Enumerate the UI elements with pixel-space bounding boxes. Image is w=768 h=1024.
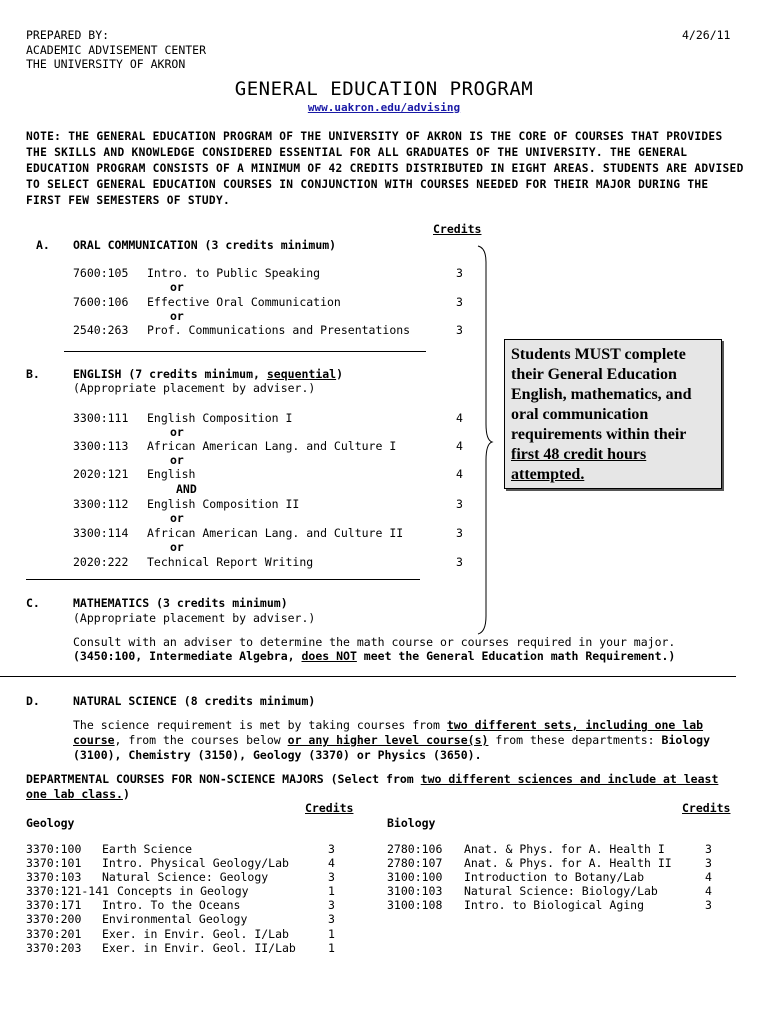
course-code: 3300:111 — [73, 411, 129, 425]
section-a-letter: A. — [36, 238, 50, 252]
course-credits: 1 — [328, 927, 335, 941]
course-name: Effective Oral Communication — [147, 295, 341, 309]
course-credits: 4 — [705, 870, 712, 884]
course-name: Intro. To the Oceans — [102, 898, 241, 912]
course-credits: 3 — [328, 898, 335, 912]
course-credits: 4 — [456, 467, 463, 481]
page-title: GENERAL EDUCATION PROGRAM — [234, 78, 534, 100]
section-divider — [64, 351, 426, 352]
course-credits: 3 — [456, 526, 463, 540]
course-code: 3300:113 — [73, 439, 129, 453]
and-connector: AND — [176, 482, 197, 496]
course-credits: 3 — [328, 870, 335, 884]
or-connector: or — [170, 280, 184, 294]
course-name: Anat. & Phys. for A. Health I — [464, 842, 665, 856]
course-code: 2780:106 — [387, 842, 443, 856]
geology-heading: Geology — [26, 816, 75, 830]
course-name: Environmental Geology — [102, 912, 248, 926]
or-connector: or — [170, 511, 184, 525]
course-name: Concepts in Geology — [117, 884, 249, 898]
section-c-letter: C. — [26, 596, 40, 610]
course-code: 7600:106 — [73, 295, 129, 309]
course-name: Anat. & Phys. for A. Health II — [464, 856, 672, 870]
course-code: 2540:263 — [73, 323, 129, 337]
course-name: Prof. Communications and Presentations — [147, 323, 411, 337]
section-b-letter: B. — [26, 367, 40, 381]
course-code: 3370:103 — [26, 870, 82, 884]
course-name: Exer. in Envir. Geol. I/Lab — [102, 927, 289, 941]
biology-credits-header: Credits — [682, 801, 731, 815]
course-credits: 3 — [456, 295, 463, 309]
math-consult-note: Consult with an adviser to determine the math course or courses required in your major. — [73, 635, 676, 649]
course-credits: 1 — [328, 884, 335, 898]
document-date: 4/26/11 — [682, 28, 731, 42]
section-d-title: NATURAL SCIENCE (8 credits minimum) — [73, 694, 316, 708]
course-credits: 3 — [705, 842, 712, 856]
program-note: NOTE: THE GENERAL EDUCATION PROGRAM OF THE UNIVERSITY OF AKRON IS THE CORE OF COURSES THAT PROVIDES THE SKILLS AND KNOWLEDGE CONSIDERED ESSENTIAL FOR ALL GRADUATES OF THE UNIVERSITY. THE GENERAL EDUCATION PROGRAM CONSISTS OF A MINIMUM OF 42 CREDITS DISTRIBUTED IN EIGHT AREAS. STUDENTS ARE ADVISED TO SELECT GENERAL EDUCATION COURSES IN CONJUNCTION WITH COURSES NEEDED FOR THEIR MAJOR DURING THE FIRST FEW SEMESTERS OF STUDY. — [26, 130, 744, 207]
course-name: Intro. to Public Speaking — [147, 266, 321, 280]
requirement-callout: Students MUST complete their General Education English, mathematics, and oral communication requirements within their first 48 credit hours attempted. — [504, 339, 722, 489]
course-name: English Composition I — [147, 411, 293, 425]
advisement-center: ACADEMIC ADVISEMENT CENTER — [26, 43, 207, 57]
course-name: Technical Report Writing — [147, 555, 314, 569]
course-name: Introduction to Botany/Lab — [464, 870, 645, 884]
biology-heading: Biology — [387, 816, 436, 830]
section-c-subtitle: (Appropriate placement by adviser.) — [73, 611, 316, 625]
brace-graphic — [476, 244, 496, 636]
section-divider — [0, 676, 736, 677]
course-code: 2020:121 — [73, 467, 129, 481]
section-b-subtitle: (Appropriate placement by adviser.) — [73, 381, 316, 395]
prepared-by: PREPARED BY: — [26, 28, 110, 42]
course-credits: 4 — [705, 884, 712, 898]
course-name: English Composition II — [147, 497, 300, 511]
course-credits: 3 — [328, 842, 335, 856]
section-d-letter: D. — [26, 694, 40, 708]
science-requirement-text: The science requirement is met by taking courses from two different sets, including one lab course, from the courses below or any higher level course(s) from these departments: Biology (3100), Chemistry (3150), Geology (3370) or Physics (3650). — [73, 718, 710, 762]
course-code: 3370:171 — [26, 898, 82, 912]
section-a-title: ORAL COMMUNICATION (3 credits minimum) — [73, 238, 337, 252]
geology-credits-header: Credits — [305, 801, 354, 815]
course-credits: 4 — [456, 411, 463, 425]
course-code: 3370:203 — [26, 941, 82, 955]
course-code: 7600:105 — [73, 266, 129, 280]
course-credits: 3 — [456, 266, 463, 280]
course-name: African American Lang. and Culture II — [147, 526, 404, 540]
course-credits: 3 — [705, 856, 712, 870]
advising-link[interactable]: www.uakron.edu/advising — [307, 101, 461, 114]
course-credits: 3 — [328, 912, 335, 926]
course-code: 3370:121-141 — [26, 884, 110, 898]
course-credits: 4 — [456, 439, 463, 453]
course-code: 3300:112 — [73, 497, 129, 511]
university-name: THE UNIVERSITY OF AKRON — [26, 57, 186, 71]
course-code: 3300:114 — [73, 526, 129, 540]
course-code: 3370:200 — [26, 912, 82, 926]
course-name: Intro. Physical Geology/Lab — [102, 856, 289, 870]
course-code: 3100:103 — [387, 884, 443, 898]
course-code: 3100:108 — [387, 898, 443, 912]
section-divider — [26, 579, 420, 580]
course-credits: 1 — [328, 941, 335, 955]
or-connector: or — [170, 425, 184, 439]
credits-header: Credits — [433, 222, 482, 236]
course-code: 3370:201 — [26, 927, 82, 941]
section-b-title: ENGLISH (7 credits minimum, sequential) — [73, 367, 344, 381]
course-name: Natural Science: Geology — [102, 870, 269, 884]
course-credits: 3 — [456, 555, 463, 569]
course-name: Exer. in Envir. Geol. II/Lab — [102, 941, 296, 955]
course-name: African American Lang. and Culture I — [147, 439, 397, 453]
course-code: 3100:100 — [387, 870, 443, 884]
departmental-courses-heading: DEPARTMENTAL COURSES FOR NON-SCIENCE MAJORS (Select from two different sciences and include at least one lab class.) — [26, 772, 719, 801]
course-code: 2020:222 — [73, 555, 129, 569]
course-name: Intro. to Biological Aging — [464, 898, 645, 912]
course-code: 3370:101 — [26, 856, 82, 870]
or-connector: or — [170, 453, 184, 467]
or-connector: or — [170, 540, 184, 554]
course-credits: 3 — [456, 323, 463, 337]
course-name: Natural Science: Biology/Lab — [464, 884, 658, 898]
section-c-title: MATHEMATICS (3 credits minimum) — [73, 596, 288, 610]
or-connector: or — [170, 309, 184, 323]
algebra-note: (3450:100, Intermediate Algebra, does NOT meet the General Education math Requirement.) — [73, 649, 676, 663]
course-code: 3370:100 — [26, 842, 82, 856]
course-credits: 3 — [705, 898, 712, 912]
course-name: English — [147, 467, 196, 481]
course-credits: 3 — [456, 497, 463, 511]
course-name: Earth Science — [102, 842, 193, 856]
course-code: 2780:107 — [387, 856, 443, 870]
course-credits: 4 — [328, 856, 335, 870]
